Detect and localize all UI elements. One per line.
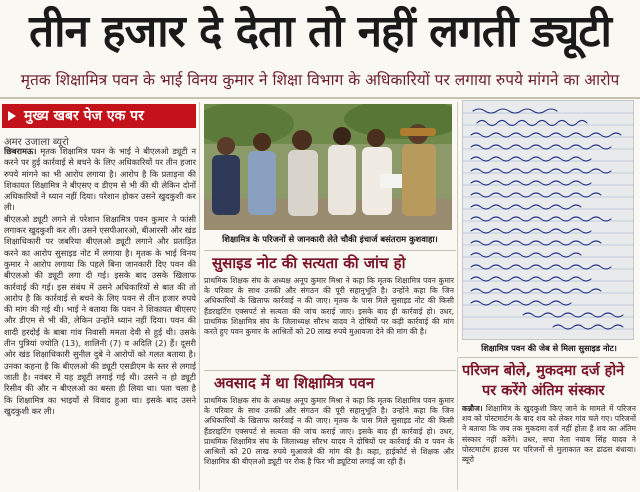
dateline: कन्नौज।: [462, 404, 483, 413]
suicide-note-image: [462, 100, 634, 340]
photo-illustration: [204, 104, 452, 230]
front-page-reference-banner: [2, 104, 196, 128]
section-body-depression: प्राथमिक शिक्षक संघ के अध्यक्ष अनूप कुमार मिश्रा ने कहा कि मृतक शिक्षामित्र पवन कुमार के परिवार के साथ उनकी और संगठन की पूरी सहानुभूति है। उन्होंने कहा कि जिन अधिकारियों के खिलाफ कार्रवाई न की जाए। मृतक के पास मिले सुसाइड नोट की किसी हैंडराइटिंग एक्सपर्ट से सत्यता की जांच कराई जाए। इसके बाद ही कार्रवाई हो। उधर, प्राथमिक शिक्षामित्र संघ के जिलाध्यक्ष सौरभ यादव ने दोषियों पर कार्रवाई की व पवन के आश्रितों को 20 लाख रुपये मुआवजे की मांग की है। कहा, हाईकोर्ट से शिक्षक और शिक्षामित्र की बीएलओ ड्यूटी पर रोक है फिर भी ड्यूटियां लगाई जा रही हैं।: [204, 396, 454, 467]
section-heading-family-line2: पर करेंगे अंतिम संस्कार: [482, 383, 605, 399]
paragraph-text: मृतक शिक्षामित्र पवन के भाई ने बीएलओ ड्यूटी न करने पर हुई कार्रवाई से बचने के लिए अधिकारियों पर तीन हजार रुपये मांगने का भी आरोप लगाया है। आरोप है कि प्रताड़ना की शिकायत शिक्षामित्र ने बीएसए व डीएम से भी की थी लेकिन दोनों अधिकारियों ने ध्यान नहीं दिया। परेशान होकर उसने खुदकुशी कर ली।: [4, 146, 196, 213]
story-paragraph: बीएलओ ड्यूटी लगने से परेशान शिक्षामित्र पवन कुमार ने फांसी लगाकर खुदकुशी कर ली। उसने एसपीआरओ, बीआरसी और खंड शिक्षाधिकारी पर जबरिया बीएलओ ड्यूटी लगाने और प्रताड़ित करने का आरोप सुसाइड नोट में लगाया है। मृतक के भाई विनय कुमार ने आरोप लगाया कि पहले बिना जानकारी दिए पवन की बीएलओ की ड्यूटी लगा दी गई। इसके बाद उसके खिलाफ कार्रवाई की गई। इस संबंध में उसने अधिकारियों से बात की तो आरोप है कि कार्रवाई से बचने के लिए पवन से तीन हजार रुपये की मांग की गई थी। भाई ने बताया कि पवन ने शिकायत बीएसए और डीएम से भी की, लेकिन उन्होंने ध्यान नहीं दिया। पवन की शादी हरदोई के बाबा गांव निवासी ममता देवी से हुई थी। उसके तीन पुत्रियां ज्योति (13), शालिनी (7) व अदिति (2) हैं। दूसरी ओर खंड शिक्षाधिकारी सुनील दुबे ने आरोपों को गलत बताया है। उनका कहना है कि बीएलओ की ड्यूटी एसडीएम के स्तर से लगाई जाती है। नवंबर में यह ड्यूटी लगाई गई थी। उसने न हो ड्यूटी रिसीव की और न बीएलओ का बस्ता ही लिया था। पता चला है कि शिक्षामित्र का भाइयों से विवाद हुआ था। इसके बाद उसने खुदकुशी कर ली।: [4, 213, 196, 416]
news-photo-officer-with-family: [204, 104, 452, 230]
main-story-body: [4, 146, 196, 488]
photo-caption: शिक्षामित्र के परिजनों से जानकारी लेते चौकी इंचार्ज बसंतराम कुशवाहा।: [222, 234, 438, 244]
play-arrow-icon: [8, 111, 16, 121]
paragraph-text: शिक्षामित्र के खुदकुशी किए जाने के मामले में परिजन शव को पोस्टमार्टम के बाद शव को लेकर गांव चले गए। परिजनों ने बताया कि जब तक मुकदमा दर्ज नहीं होता है शव का अंतिम संस्कार नहीं करेंगे। उधर, सपा नेता नवाब सिंह यादव ने पोस्टमार्टम हाउस पर परिजनों से मुलाकात कर ढांढस बंधाया। ब्यूरो: [462, 404, 636, 465]
section-divider: [458, 357, 638, 358]
dateline: छिबरामऊ।: [4, 146, 37, 156]
subheadline: मृतक शिक्षामित्र पवन के भाई विनय कुमार ने शिक्षा विभाग के अधिकारियों पर लगाया रुपये मांगने का आरोप: [20, 71, 620, 89]
section-heading-family-line1: परिजन बोले, मुकदमा दर्ज होने: [462, 363, 625, 379]
column-divider: [199, 102, 200, 490]
section-body-suicide-note: प्राथमिक शिक्षक संघ के अध्यक्ष अनूप कुमार मिश्रा ने कहा कि मृतक शिक्षामित्र पवन कुमार के परिवार के साथ उनकी और संगठन की पूरी सहानुभूति है। उन्होंने कहा कि जिन अधिकारियों के खिलाफ कार्रवाई न की जाए। मृतक के पास मिले सुसाइड नोट की किसी हैंडराइटिंग एक्सपर्ट से सत्यता की जांच कराई जाए। इसके बाद ही कार्रवाई हो। उधर, प्राथमिक शिक्षामित्र संघ के जिलाध्यक्ष सौरभ यादव ने दोषियों पर कड़ी कार्रवाई की मांग करते हुए पवन कुमार के आश्रितों को 20 लाख रुपये मुआवजा देने की मांग की है।: [204, 276, 454, 337]
section-heading-suicide-note: सुसाइड नोट की सत्यता की जांच हो: [212, 254, 406, 272]
reference-label: मुख्य खबर पेज एक पर: [24, 108, 144, 124]
story-paragraph: [4, 146, 196, 214]
section-heading-depression: अवसाद में था शिक्षामित्र पवन: [214, 374, 375, 392]
header-divider: [0, 97, 640, 99]
headline: तीन हजार दे देता तो नहीं लगती ड्यूटी: [29, 6, 611, 57]
note-caption: शिक्षामित्र पवन की जेब से मिला सुसाइड नोट।: [481, 343, 617, 353]
handwritten-note-illustration: [463, 101, 634, 340]
column-divider: [457, 102, 458, 352]
section-divider: [204, 250, 456, 251]
column-divider: [457, 358, 458, 490]
section-body-family: [462, 404, 636, 490]
section-divider: [204, 370, 456, 371]
bureau-byline: अमर उजाला ब्यूरो: [4, 137, 69, 148]
